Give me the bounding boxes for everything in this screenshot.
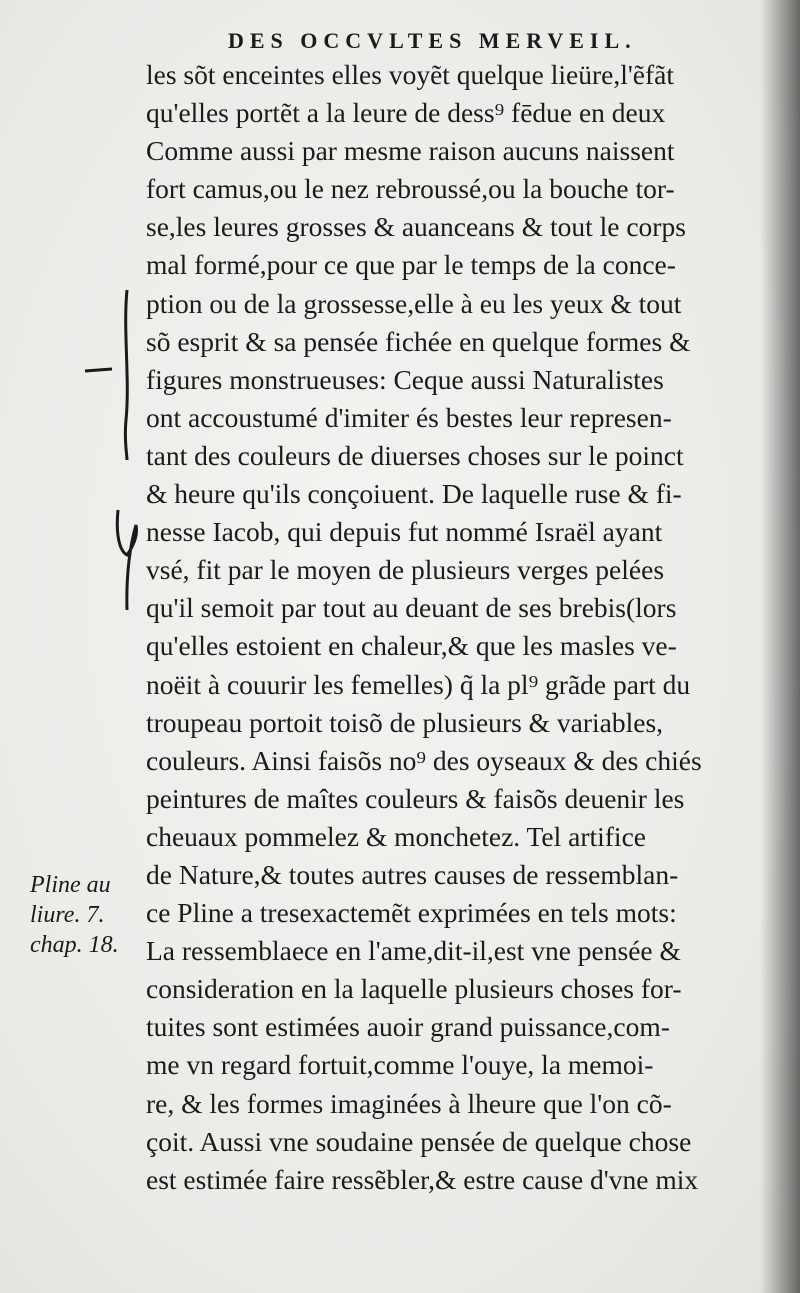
text-line: cheuaux pommelez & monchetez. Tel artifice — [146, 820, 646, 852]
text-line: qu'il semoit par tout au deuant de ses brebis(lors — [146, 592, 677, 624]
text-line: figures monstrueuses: Ceque aussi Naturalistes — [146, 363, 664, 395]
text-line: me vn regard fortuit,comme l'ouye, la memoi- — [146, 1049, 654, 1081]
margin-note-line: liure. 7. — [30, 902, 105, 928]
handwritten-dash — [85, 369, 112, 371]
handwritten-bracket-upper — [125, 290, 127, 460]
margin-note-line: Pline au — [30, 872, 111, 898]
text-line: troupeau portoit toisõ de plusieurs & variables, — [146, 706, 664, 738]
text-line: nesse Iacob, qui depuis fut nommé Israël ayant — [146, 516, 663, 548]
text-line: La ressemblaece en l'ame,dit-il,est vne pensée & — [146, 935, 681, 967]
text-line: qu'elles portẽt a la leure de dess⁹ fēdue en deux — [146, 97, 666, 129]
text-line: Comme aussi par mesme raison aucuns naissent — [146, 135, 675, 167]
text-line: les sõt enceintes elles voyẽt quelque lieüre,l'ẽfãt — [146, 59, 675, 90]
text-line: de Nature,& toutes autres causes de ressemblan- — [146, 858, 679, 890]
text-line: ce Pline a tresexactemẽt exprimées en tels mots: — [146, 897, 677, 929]
text-line: mal formé,pour ce que par le temps de la conce- — [146, 249, 676, 281]
text-line: & heure qu'ils conçoiuent. De laquelle ruse & fi- — [146, 478, 682, 510]
text-line: peintures de maîtes couleurs & faisõs deuenir les — [146, 782, 685, 814]
text-line: vsé, fit par le moyen de plusieurs verges pelées — [146, 554, 665, 586]
text-line: qu'elles estoient en chaleur,& que les masles ve- — [146, 630, 677, 662]
text-line: est estimée faire ressẽbler,& estre cause d'vne mix — [146, 1163, 699, 1195]
text-line: couleurs. Ainsi faisõs no⁹ des oyseaux & des chiés — [146, 744, 702, 776]
text-line: ont accoustumé d'imiter és bestes leur represen- — [146, 401, 672, 433]
running-head: DES OCCVLTES MERVEIL. — [228, 28, 637, 53]
text-line: se,les leures grosses & auanceans & tout le corps — [146, 211, 686, 243]
margin-note-line: chap. 18. — [30, 932, 119, 958]
text-line: consideration en la laquelle plusieurs choses for- — [146, 973, 682, 1005]
text-line: ption ou de la grossesse,elle à eu les yeux & tout — [146, 287, 682, 319]
text-line: tuites sont estimées auoir grand puissance,com- — [146, 1011, 670, 1043]
text-line: sõ esprit & sa pensée fichée en quelque formes & — [146, 325, 691, 357]
text-line: fort camus,ou le nez rebroussé,ou la bouche tor- — [146, 173, 675, 205]
text-line: çoit. Aussi vne soudaine pensée de quelque chose — [146, 1125, 692, 1157]
text-line: re, & les formes imaginées à lheure que l'on cõ- — [146, 1087, 672, 1119]
handwritten-hook — [117, 510, 136, 610]
text-line: noëit à couurir les femelles) q̃ la pl⁹ grãde part du — [146, 668, 691, 700]
text-line: tant des couleurs de diuerses choses sur le poinct — [146, 439, 684, 471]
